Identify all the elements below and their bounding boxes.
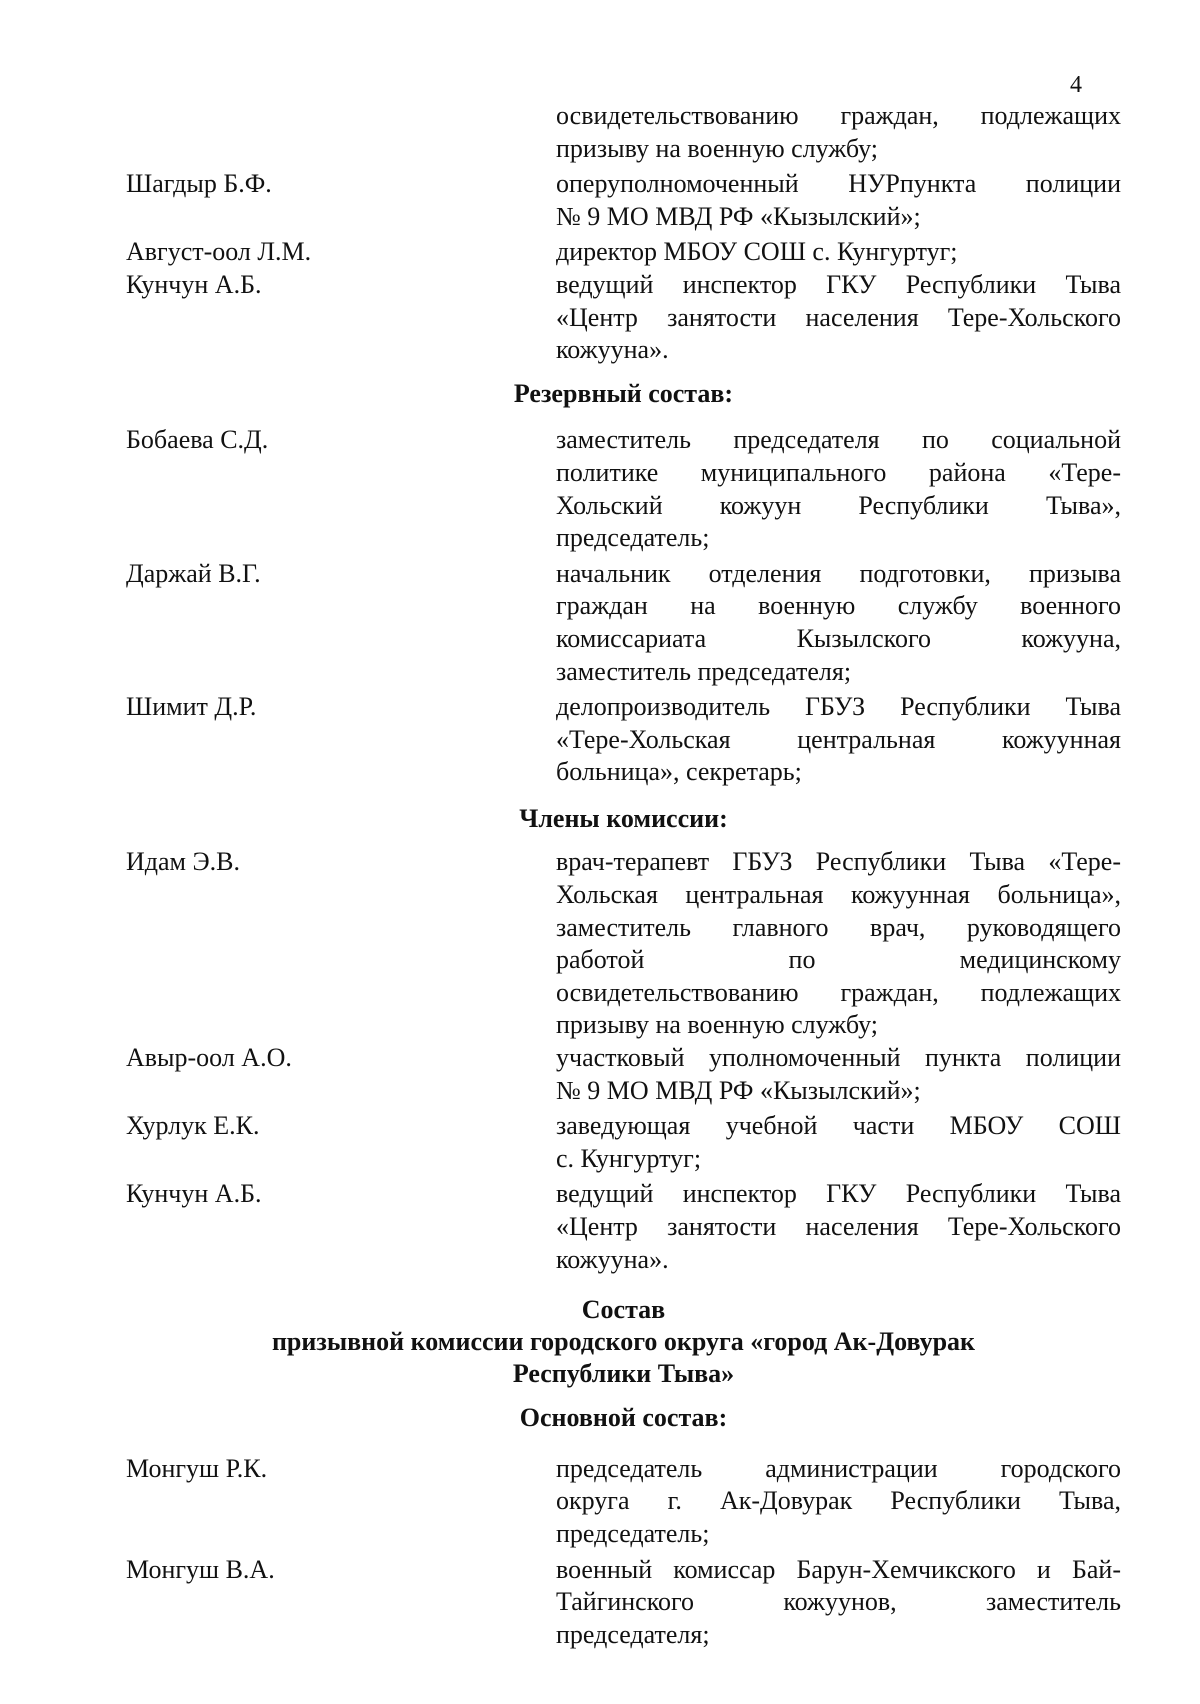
desc-line: заместитель председателя; (556, 656, 852, 686)
desc-line: комиссариата Кызылского кожууна, (556, 623, 1121, 653)
desc-line: больница», секретарь; (556, 757, 802, 787)
member-role (556, 846, 1121, 1042)
desc-line: Хольский кожуун Республики Тыва», (556, 490, 1121, 520)
member-entry (126, 691, 1121, 789)
member-entry (126, 1178, 1121, 1276)
reserve-heading: Резервный состав: (513, 378, 734, 408)
member-entry (126, 424, 1121, 554)
desc-line: заместитель председателя по социальной (556, 425, 1121, 455)
desc-line: «Тере-Хольская центральная кожуунная (556, 724, 1121, 754)
desc-line: директор МБОУ СОШ с. Кунгуртуг; (556, 237, 958, 267)
desc-line: кожууна». (556, 1244, 669, 1274)
member-name: Шимит Д.Р. (126, 692, 257, 722)
main-heading: Основной состав: (519, 1403, 728, 1433)
desc-line: № 9 МО МВД РФ «Кызылский»; (556, 201, 921, 231)
desc-line: председатель; (556, 523, 710, 553)
desc-line: № 9 МО МВД РФ «Кызылский»; (556, 1075, 921, 1105)
member-entry (126, 236, 1121, 269)
member-name: Даржай В.Г. (126, 558, 261, 588)
desc-line: заведующая учебной части МБОУ СОШ (556, 1111, 1121, 1141)
desc-line: председатель; (556, 1518, 710, 1548)
member-name: Август-оол Л.М. (126, 237, 312, 267)
desc-line: военный комиссар Барун-Хемчикского и Бай- (556, 1554, 1121, 1584)
desc-line: Тайгинского кожуунов, заместитель (556, 1587, 1121, 1617)
member-entry (126, 1453, 1121, 1551)
desc-line: призыву на военную службу; (556, 1010, 879, 1040)
desc-line: врач-терапевт ГБУЗ Республики Тыва «Тере- (556, 847, 1121, 877)
member-name: Бобаева С.Д. (126, 425, 269, 455)
member-name: Кунчун А.Б. (126, 269, 262, 299)
desc-line: ведущий инспектор ГКУ Республики Тыва (556, 1179, 1121, 1209)
desc-line: с. Кунгуртуг; (556, 1143, 702, 1173)
desc-line: граждан на военную службу военного (556, 591, 1121, 621)
section-title (126, 1294, 1121, 1390)
member-role (556, 691, 1121, 789)
member-entry (126, 269, 1121, 367)
desc-line: Хольская центральная кожуунная больница», (556, 880, 1121, 910)
desc-line: председателя; (556, 1619, 710, 1649)
member-entry (126, 168, 1121, 233)
document-body (126, 100, 1121, 1651)
member-name: Монгуш В.А. (126, 1554, 275, 1584)
member-role (556, 168, 1121, 233)
member-entry (126, 1554, 1121, 1652)
desc-line: начальник отделения подготовки, призыва (556, 558, 1121, 588)
desc-line: политике муниципального района «Тере- (556, 457, 1121, 487)
member-role (556, 1554, 1121, 1652)
entry-description (556, 100, 1121, 165)
members-heading: Члены комиссии: (519, 803, 728, 833)
member-name: Авыр-оол А.О. (126, 1043, 292, 1073)
desc-line: освидетельствованию граждан, подлежащих (556, 101, 1121, 130)
desc-line: кожууна». (556, 335, 669, 365)
section-title-line: призывной комиссии городского округа «город Ак-Довурак (271, 1327, 976, 1357)
member-name: Хурлук Е.К. (126, 1111, 260, 1141)
desc-line: заместитель главного врач, руководящего (556, 912, 1121, 942)
member-name: Кунчун А.Б. (126, 1179, 262, 1209)
desc-line: делопроизводитель ГБУЗ Республики Тыва (556, 692, 1121, 722)
member-name: Шагдыр Б.Ф. (126, 169, 272, 199)
desc-line: ведущий инспектор ГКУ Республики Тыва (556, 269, 1121, 299)
member-role (556, 558, 1121, 688)
member-role (556, 1453, 1121, 1551)
section-title-line: Состав (581, 1295, 666, 1325)
entry-name-empty (126, 100, 556, 165)
desc-line: «Центр занятости населения Тере-Хольского (556, 302, 1121, 332)
member-name: Монгуш Р.К. (126, 1453, 268, 1483)
member-role (556, 269, 1121, 367)
desc-line: призыву на военную службу; (556, 133, 879, 163)
desc-line: председатель администрации городского (556, 1453, 1121, 1483)
continuation-entry (126, 100, 1121, 165)
member-entry (126, 1110, 1121, 1175)
desc-line: участковый уполномоченный пункта полиции (556, 1043, 1121, 1073)
desc-line: освидетельствованию граждан, подлежащих (556, 977, 1121, 1007)
desc-line: округа г. Ак-Довурак Республики Тыва, (556, 1486, 1121, 1516)
desc-line: оперуполномоченный НУРпункта полиции (556, 169, 1121, 199)
desc-line: «Центр занятости населения Тере-Хольского (556, 1212, 1121, 1241)
section-title-line: Республики Тыва» (512, 1359, 735, 1389)
member-role (556, 1042, 1121, 1107)
page-number: 4 (1070, 72, 1082, 98)
member-role (556, 236, 1121, 269)
member-role (556, 424, 1121, 554)
desc-line: работой по медицинскому (556, 945, 1121, 975)
member-role (556, 1178, 1121, 1276)
member-entry (126, 846, 1121, 1042)
member-role (556, 1110, 1121, 1175)
member-entry (126, 1042, 1121, 1107)
member-name: Идам Э.В. (126, 847, 241, 877)
member-entry (126, 558, 1121, 688)
